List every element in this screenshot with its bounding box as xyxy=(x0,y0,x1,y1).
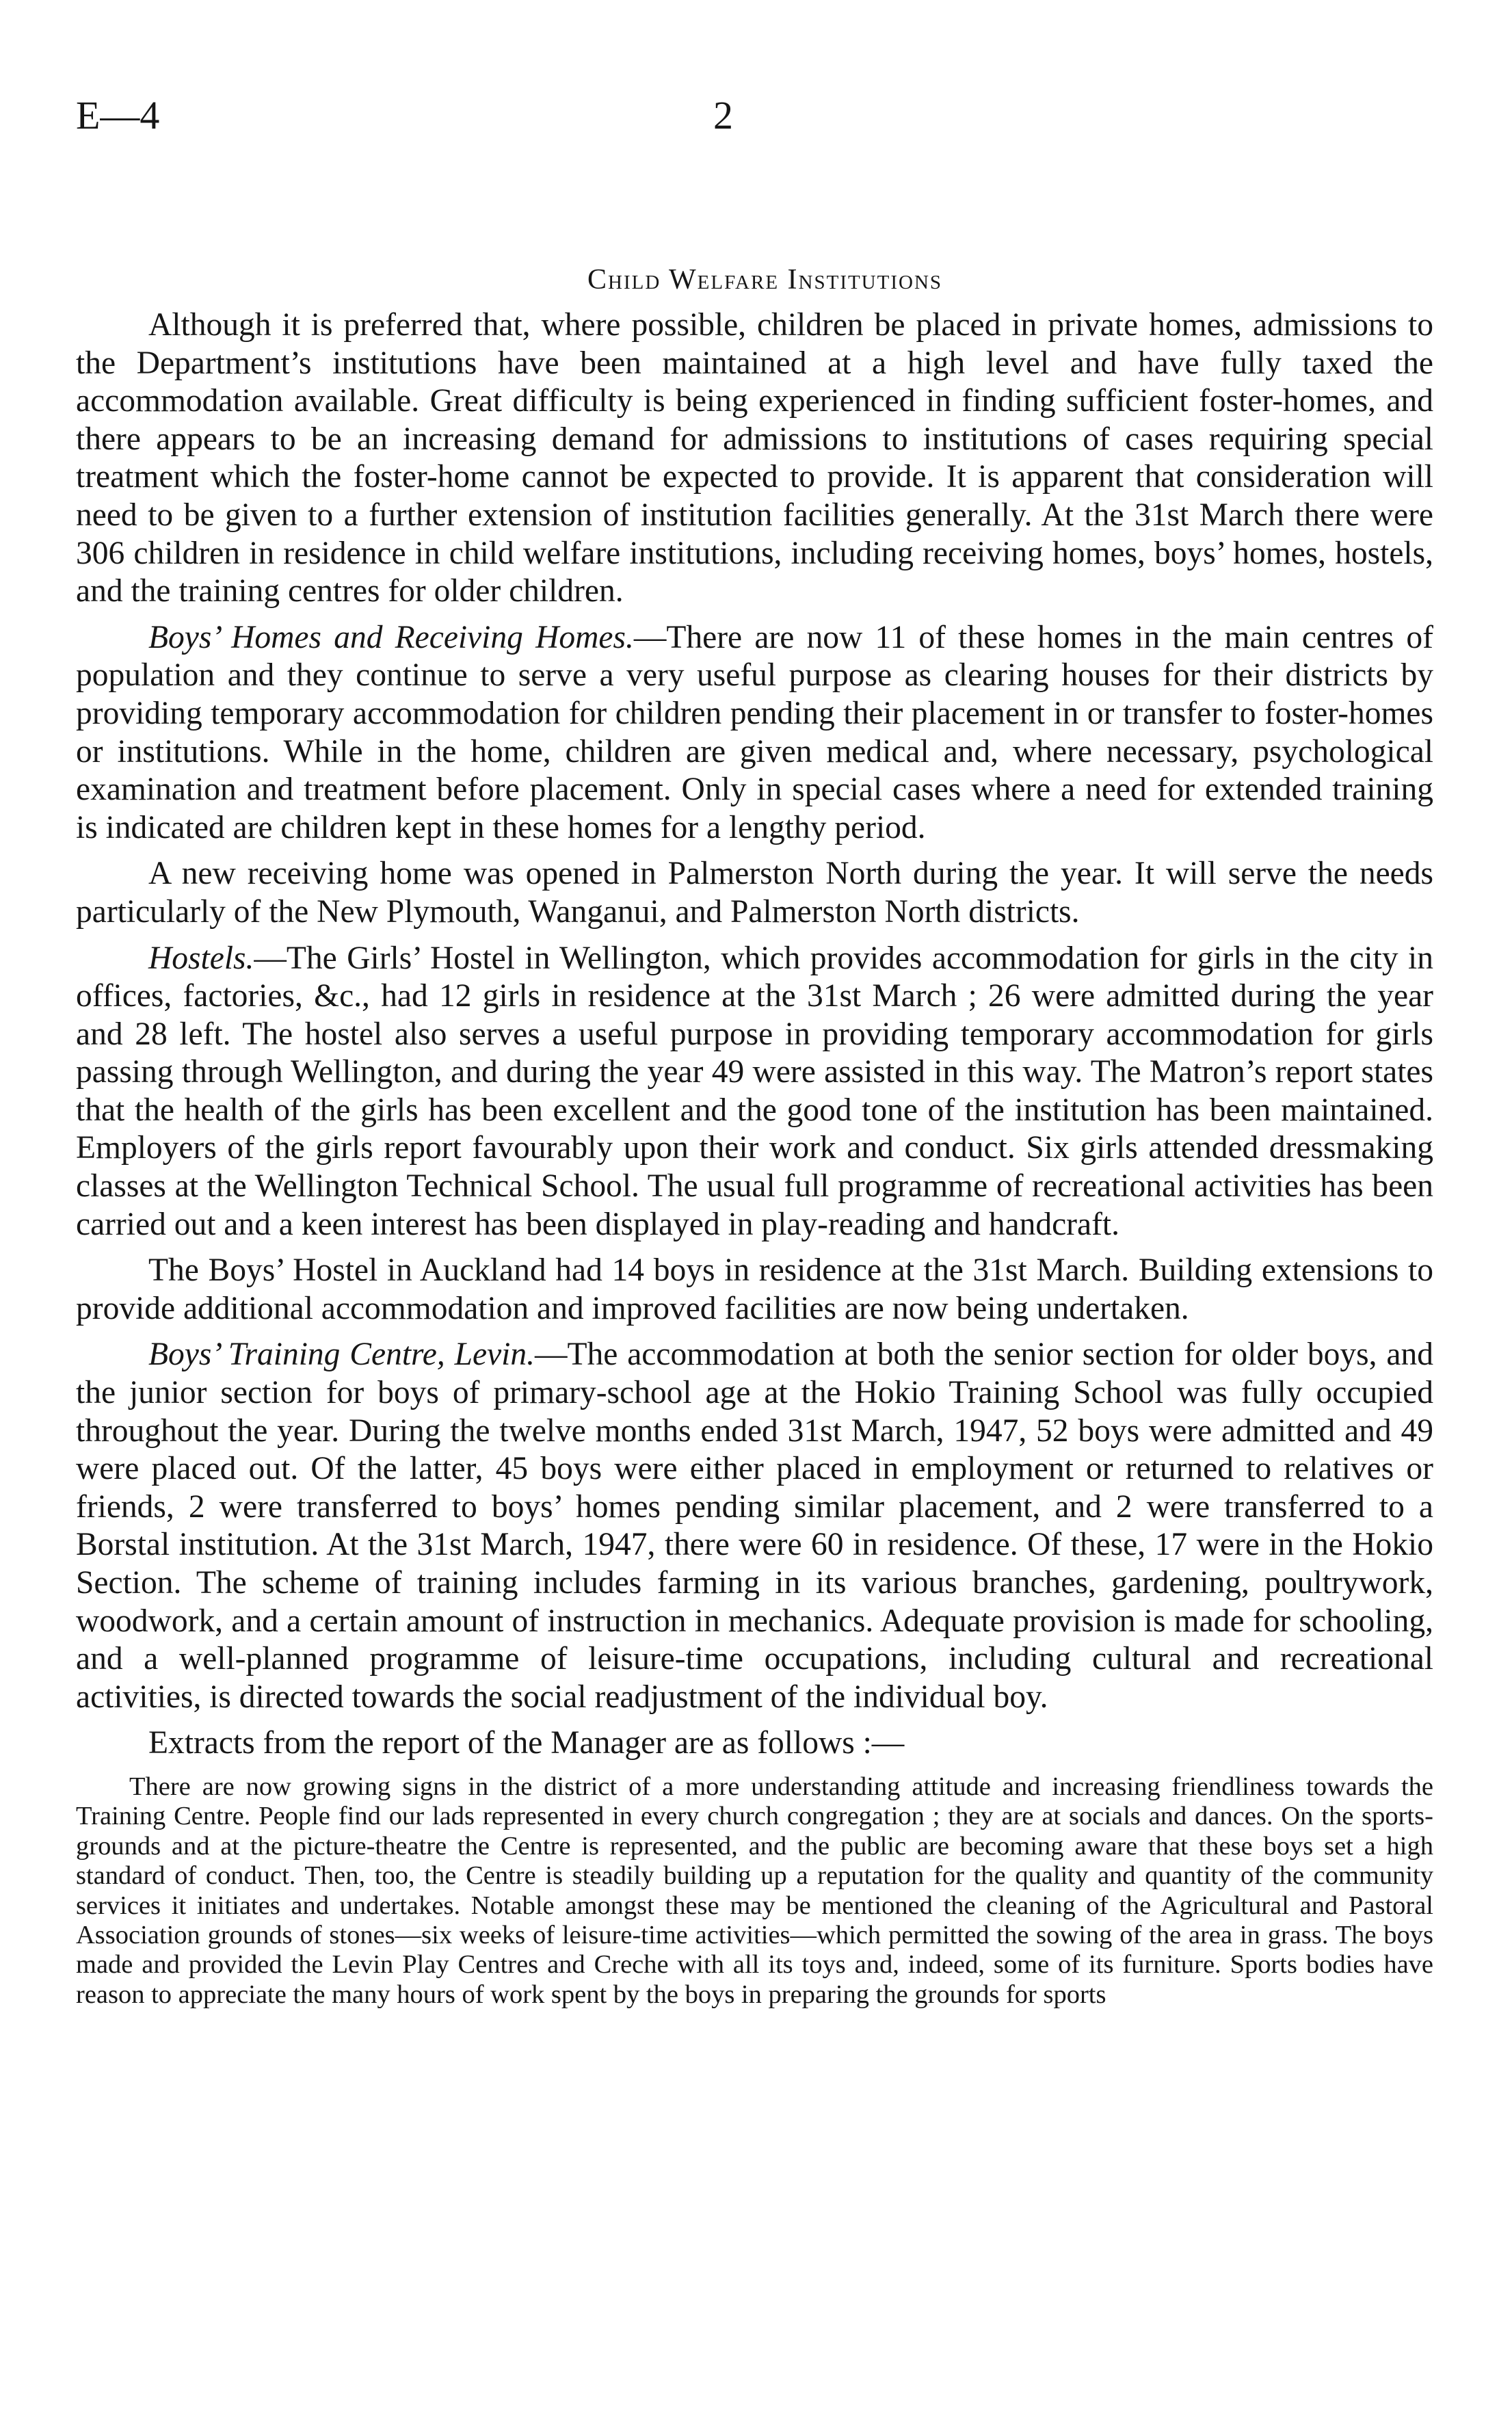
paragraph-body-hostels: —The Girls’ Hostel in Wellington, which provides accommodation for girls in the city in offices, factories, &c., had 12 girls in residence at the 31st March ; 26 were admitted during the year and 28 left. The hostel also serves a useful purpose in providing temporary accommodation for girls passing through Wellington, and during the year 49 were assisted in this way. The Matron’s report states that the health of the girls has been excellent and the good tone of the institution has been maintained. Employers of the girls report favourably upon their work and conduct. Six girls attended dressmaking classes at the Wellington Technical School. The usual full programme of recreational activities has been carried out and a keen interest has been displayed in play-reading and handcraft. xyxy=(76,940,1433,1242)
paragraph-training-centre xyxy=(76,1336,1433,1716)
paragraph-introduction: Although it is preferred that, where possible, children be placed in private homes, admissions to the Department’s institutions have been maintained at a high level and have fully taxed the accommodation available. Great difficulty is being experienced in finding sufficient foster-homes, and there appears to be an increasing demand for admissions to institutions of cases requiring special treatment which the foster-home cannot be expected to provide. It is apparent that consideration will need to be given to a further extension of institution facilities generally. At the 31st March there were 306 children in residence in child welfare institutions, including receiving homes, boys’ homes, hostels, and the training centres for older children. xyxy=(76,307,1433,609)
paragraph-heading-hostels: Hostels. xyxy=(148,940,254,976)
paragraph-body-boys-homes: —There are now 11 of these homes in the main centres of population and they continue to serve a very useful purpose as clearing houses for their districts by providing temporary accommodation for children pending their placement in or transfer to foster-homes or institutions. While in the home, children are given medical and, where necessary, psychological examination and treatment before placement. Only in special cases where a need for extended training is indicated are children kept in these homes for a lengthy period. xyxy=(76,619,1433,845)
paragraph-body-training-centre: —The accommodation at both the senior section for older boys, and the junior section for boys of primary-school age at the Hokio Training School was fully occupied throughout the year. During the twelve months ended 31st March, 1947, 52 boys were admitted and 49 were placed out. Of the latter, 45 boys were either placed in employment or returned to relatives or friends, 2 were transferred to boys’ homes pending similar placement, and 2 were transferred to a Borstal institution. At the 31st March, 1947, there were 60 in residence. Of these, 17 were in the Hokio Section. The scheme of training includes farming in its various branches, gardening, poultrywork, woodwork, and a certain amount of instruction in mechanics. Adequate provision is made for schooling, and a well-planned programme of leisure-time occupations, including cultural and recreational activities, is directed towards the social readjustment of the individual boy. xyxy=(76,1337,1433,1715)
document-page xyxy=(76,86,1433,2010)
paragraph-heading-training-centre: Boys’ Training Centre, Levin. xyxy=(148,1337,535,1373)
page-number: 2 xyxy=(713,93,733,137)
paragraph-heading-boys-homes: Boys’ Homes and Receiving Homes. xyxy=(148,619,634,655)
paragraph-hostels xyxy=(76,940,1433,1244)
paragraph-boys-hostel-auckland: The Boys’ Hostel in Auckland had 14 boys in residence at the 31st March. Building extensions to provide additional accommodation and improved facilities are now being undertaken. xyxy=(76,1252,1433,1326)
document-reference: E—4 xyxy=(76,93,160,137)
page-header xyxy=(76,86,1433,161)
paragraph-boys-homes xyxy=(76,619,1433,847)
manager-report-extract: There are now growing signs in the district of a more understanding attitude and increasing friendliness towards the Training Centre. People find our lads represented in every church congregation ; they are at socials and dances. On the sports-grounds and at the picture-theatre the Centre is represented, and the public are becoming aware that these boys set a high standard of conduct. Then, too, the Centre is steadily building up a reputation for the quality and quantity of the community services it initiates and undertakes. Notable amongst these may be mentioned the cleaning of the Agricultural and Pastoral Association grounds of stones—six weeks of leisure-time activities—which permitted the sowing of the area in grass. The boys made and provided the Levin Play Centres and Creche with all its toys and, indeed, some of its furniture. Sports bodies have reason to appreciate the many hours of work spent by the boys in preparing the grounds for sports xyxy=(76,1772,1433,2009)
paragraph-extracts-intro: Extracts from the report of the Manager are as follows :— xyxy=(148,1725,905,1761)
paragraph-new-receiving-home: A new receiving home was opened in Palmerston North during the year. It will serve the needs particularly of the New Plymouth, Wanganui, and Palmerston North districts. xyxy=(76,856,1433,930)
section-title: Child Welfare Institutions xyxy=(587,264,943,295)
